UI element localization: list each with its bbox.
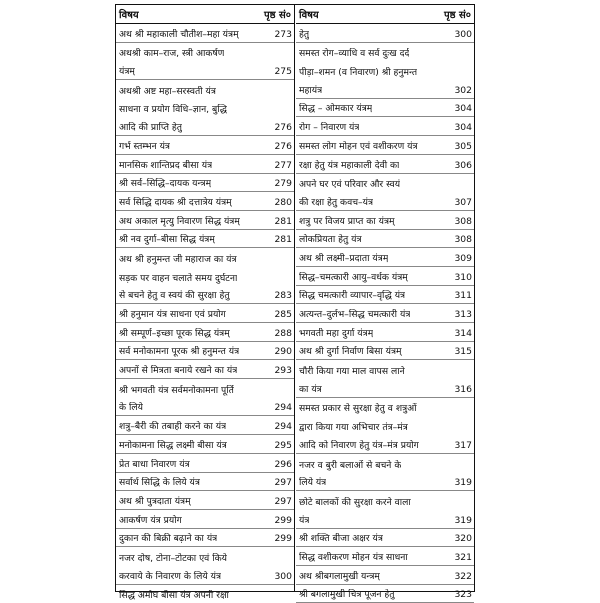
entry-title: अथ श्री दुर्गा निर्वाण बिसा यंत्रम्: [299, 346, 402, 358]
entry-title: लिये यंत्र: [299, 477, 327, 489]
toc-entry: [116, 211, 294, 230]
toc-entry: [296, 174, 474, 193]
entry-title: सर्व मनोकामना पूरक श्री हनुमन्त यंत्र: [119, 346, 240, 358]
toc-entry: [296, 304, 474, 323]
entry-title: समस्त प्रकार से सुरक्षा हेतु व शत्रुओं: [299, 403, 417, 415]
entry-title: की रक्षा हेतु कवच–यंत्र: [299, 196, 374, 208]
column-header: [296, 5, 474, 24]
toc-entry: [296, 416, 474, 435]
toc-entry: [116, 304, 294, 323]
toc-entry: [296, 61, 474, 80]
entry-page-number: 281: [274, 234, 292, 246]
entry-page-number: 304: [454, 122, 472, 134]
entry-page-number: 309: [454, 252, 472, 264]
entry-title: रोग – निवारण यंत्र: [299, 122, 360, 134]
entry-title: सिद्ध अमोघ बीसा यंत्र अपनी रक्षा: [119, 590, 229, 602]
toc-entry: [296, 473, 474, 492]
entry-title: सिद्ध चमत्कारी व्यापार–वृद्धि यंत्र: [299, 290, 406, 302]
entry-title: यंत्र: [299, 514, 310, 526]
toc-entry: [296, 24, 474, 43]
entry-page-number: 281: [274, 215, 292, 227]
toc-entry: [116, 61, 294, 80]
entry-page-number: 311: [454, 290, 472, 302]
entry-page-number: 290: [274, 346, 292, 358]
entry-title: अपने घर एवं परिवार और स्वयं: [299, 179, 401, 191]
toc-entry: [296, 192, 474, 211]
toc-entry: [116, 323, 294, 342]
entry-page-number: 295: [274, 439, 292, 451]
entry-title: अत्यन्त–दुर्लभ–सिद्ध चमत्कारी यंत्र: [299, 309, 411, 320]
entry-page-number: 316: [454, 383, 472, 395]
entry-title: सर्व सिद्धि दायक श्री दत्तात्रेय यंत्रम्: [119, 196, 232, 208]
entry-page-number: 273: [274, 28, 292, 40]
entry-page-number: 305: [454, 140, 472, 152]
toc-entry: [116, 192, 294, 211]
toc-entry: [116, 454, 294, 473]
entry-page-number: 300: [454, 28, 472, 40]
toc-entry: [296, 585, 474, 603]
entry-page-number: 297: [274, 477, 292, 489]
entry-title: हेतु: [299, 28, 310, 40]
toc-entry: [296, 286, 474, 305]
entry-title: अथ अकाल मृत्यु निवारण सिद्ध यंत्रम्: [119, 215, 240, 227]
entry-page-number: 283: [274, 290, 292, 302]
entry-title: अथ श्री लक्ष्मी–प्रदाता यंत्रम्: [299, 252, 389, 264]
toc-entry: [116, 547, 294, 566]
toc-entry: [296, 136, 474, 155]
toc-entry: [116, 24, 294, 43]
entry-title: मानसिक शान्तिप्रद बीसा यंत्र: [119, 159, 213, 171]
entry-title: से बचने हेतु व स्वयं की सुरक्षा हेतु: [119, 290, 230, 302]
entry-title: साधना व प्रयोग विधि–ज्ञान, बुद्धि: [119, 104, 227, 116]
toc-entry: [296, 342, 474, 361]
toc-entry: [116, 80, 294, 99]
entry-page-number: 276: [274, 140, 292, 152]
toc-entry: [296, 379, 474, 398]
entry-page-number: 280: [274, 196, 292, 208]
entry-page-number: 279: [274, 178, 292, 190]
entry-title: पीड़ा–शमन (व निवारण) श्री हनुमन्त: [299, 67, 418, 79]
entry-page-number: 285: [274, 309, 292, 320]
toc-entry: [116, 491, 294, 510]
entry-title: अथश्री अष्ट महा–सरस्वती यंत्र: [119, 85, 216, 97]
entry-title: अपनों से मित्रता बनाये रखने का यंत्र: [119, 365, 238, 377]
table-of-contents: [115, 4, 475, 602]
entry-title: अथ श्री हनुमन्त जी महाराज का यंत्र: [119, 253, 237, 265]
entry-title: आदि को निवारण हेतु यंत्र–मंत्र प्रयोग: [299, 439, 419, 451]
entry-page-number: 299: [274, 533, 292, 545]
entry-title: महायंत्र: [299, 84, 323, 96]
entry-page-number: 294: [274, 421, 292, 433]
toc-entry: [116, 585, 294, 603]
toc-entry: [116, 342, 294, 361]
toc-entry: [296, 43, 474, 62]
entry-page-number: 304: [454, 103, 472, 115]
entry-page-number: 310: [454, 271, 472, 283]
toc-entry: [296, 155, 474, 174]
toc-entry: [116, 43, 294, 62]
toc-entry: [116, 248, 294, 267]
toc-entry: [296, 435, 474, 454]
entry-page-number: 300: [274, 570, 292, 582]
page-number-heading: पृष्ठ सं०: [263, 10, 291, 21]
entry-title: आकर्षण यंत्र प्रयोग: [119, 514, 182, 526]
toc-entry: [296, 323, 474, 342]
entry-title: अथ श्री पुत्रदाता यंत्रम्: [119, 495, 191, 507]
entry-title: रक्षा हेतु यंत्र महाकाली देवी का: [299, 159, 400, 171]
toc-entry: [296, 99, 474, 118]
entry-title: नजर व बुरी बलाओं से बचने के: [299, 459, 402, 471]
toc-entry: [116, 136, 294, 155]
entry-page-number: 319: [454, 477, 472, 489]
entry-title: गर्भ स्तम्भन यंत्र: [119, 140, 170, 152]
entry-title: समस्त रोग–व्याधि व सर्व दुःख दर्द: [299, 48, 410, 60]
toc-entry: [116, 379, 294, 398]
entry-title: अथ श्रीबगलामुखी यन्त्रम्: [299, 570, 380, 582]
toc-entry: [296, 267, 474, 286]
entry-title: भगवती महा दुर्गा यंत्रम्: [299, 327, 374, 339]
toc-entry: [116, 566, 294, 585]
entry-title: अथश्री काम–राज, स्त्री आकर्षण: [119, 48, 225, 60]
entry-page-number: 308: [454, 234, 472, 246]
entry-title: अथ श्री महाकाली चौतीश–महा यंत्रम्: [119, 28, 239, 40]
toc-entry: [296, 360, 474, 379]
toc-entry: [296, 398, 474, 417]
toc-entry: [296, 80, 474, 99]
entry-title: के लिये: [119, 402, 143, 414]
entry-page-number: 277: [274, 159, 292, 171]
toc-entry: [296, 566, 474, 585]
entry-title: शत्रु पर विजय प्राप्त का यंत्रम्: [299, 215, 395, 227]
toc-column-left: [116, 5, 295, 602]
entry-page-number: 314: [454, 327, 472, 339]
toc-entry: [116, 99, 294, 118]
page-number-heading: पृष्ठ सं०: [443, 10, 471, 21]
entry-page-number: 307: [454, 196, 472, 208]
subject-heading: विषय: [299, 10, 319, 21]
toc-entry: [296, 211, 474, 230]
entry-page-number: 319: [454, 514, 472, 526]
toc-entry: [296, 491, 474, 510]
toc-entry: [116, 117, 294, 136]
toc-entry: [296, 529, 474, 548]
toc-entry: [296, 547, 474, 566]
entry-title: आदि की प्राप्ति हेतु: [119, 122, 183, 134]
entry-title: सिद्ध वशीकरण मोहन यंत्र साधना: [299, 551, 408, 563]
toc-entry: [296, 117, 474, 136]
entry-title: श्री सम्पूर्ण–इच्छा पूरक सिद्ध यंत्रम्: [119, 327, 230, 339]
entry-page-number: 297: [274, 495, 292, 507]
entry-title: श्री शक्ति बीजा अक्षर यंत्र: [299, 533, 383, 545]
entry-title: सिद्ध–चमत्कारी आयु–वर्धक यंत्रम्: [299, 271, 408, 283]
entry-page-number: 313: [454, 309, 472, 320]
column-header: [116, 5, 294, 24]
toc-entry: [296, 510, 474, 529]
entry-title: सिद्ध – ओमकार यंत्रम्: [299, 103, 373, 115]
entry-title: का यंत्र: [299, 383, 322, 395]
entry-page-number: 302: [454, 84, 472, 96]
entry-page-number: 306: [454, 159, 472, 171]
entry-title: दुकान की बिक्री बढ़ाने का यंत्र: [119, 533, 218, 545]
toc-entry: [296, 248, 474, 267]
toc-entry: [116, 529, 294, 548]
toc-entry: [296, 454, 474, 473]
entry-title: नजर दोष, टोना–टोटका एवं किये: [119, 552, 227, 564]
entry-page-number: 323: [454, 589, 472, 601]
toc-list-right: [296, 24, 474, 603]
entry-title: लोकप्रियता हेतु यंत्र: [299, 234, 362, 246]
entry-page-number: 322: [454, 570, 472, 582]
toc-entry: [116, 416, 294, 435]
entry-title: श्री नव दुर्गा–बीसा सिद्ध यंत्रम्: [119, 234, 215, 246]
toc-entry: [116, 398, 294, 417]
entry-title: छोटे बालकों की सुरक्षा करने वाला: [299, 496, 411, 508]
entry-title: श्री बगलामुखी चित्र पूजन हेतु: [299, 589, 395, 601]
entry-title: श्री हनुमान यंत्र साधना एवं प्रयोग: [119, 309, 226, 320]
entry-page-number: 288: [274, 327, 292, 339]
toc-entry: [116, 510, 294, 529]
entry-title: समस्त लोग मोहन एवं वशीकरण यंत्र: [299, 140, 418, 152]
toc-entry: [116, 473, 294, 492]
toc-entry: [116, 360, 294, 379]
entry-title: चौरी किया गया माल वापस लाने: [299, 366, 405, 378]
entry-page-number: 293: [274, 365, 292, 377]
toc-entry: [116, 174, 294, 193]
entry-title: करवाये के निवारण के लिये यंत्र: [119, 570, 222, 582]
entry-page-number: 315: [454, 346, 472, 358]
toc-list-left: [116, 24, 294, 603]
entry-title: द्वारा किया गया अभिचार तंत्र–मंत्र: [299, 422, 408, 434]
entry-page-number: 317: [454, 439, 472, 451]
toc-entry: [116, 230, 294, 249]
entry-title: सड़क पर वाहन चलाते समय दुर्घटना: [119, 272, 238, 284]
toc-entry: [296, 230, 474, 249]
toc-column-right: [296, 5, 474, 601]
entry-page-number: 299: [274, 514, 292, 526]
entry-title: श्री भगवती यंत्र सर्वमनोकामना पूर्ति: [119, 384, 234, 396]
toc-entry: [116, 155, 294, 174]
entry-title: यंत्रम्: [119, 66, 135, 78]
entry-page-number: 308: [454, 215, 472, 227]
entry-page-number: 276: [274, 122, 292, 134]
toc-entry: [116, 286, 294, 305]
entry-page-number: 294: [274, 402, 292, 414]
entry-page-number: 321: [454, 551, 472, 563]
subject-heading: विषय: [119, 10, 139, 21]
entry-title: प्रेत बाधा निवारण यंत्र: [119, 458, 190, 470]
entry-page-number: 320: [454, 533, 472, 545]
entry-page-number: 275: [274, 66, 292, 78]
toc-entry: [116, 267, 294, 286]
entry-title: शत्रु–बैरी की तबाही करने का यंत्र: [119, 421, 227, 433]
entry-title: मनोकामना सिद्ध लक्ष्मी बीसा यंत्र: [119, 439, 227, 451]
toc-entry: [116, 435, 294, 454]
entry-title: सर्वार्थ सिद्धि के लिये यंत्र: [119, 477, 200, 489]
entry-title: श्री सर्व–सिद्धि–दायक यन्त्रम्: [119, 178, 212, 190]
entry-page-number: 296: [274, 458, 292, 470]
